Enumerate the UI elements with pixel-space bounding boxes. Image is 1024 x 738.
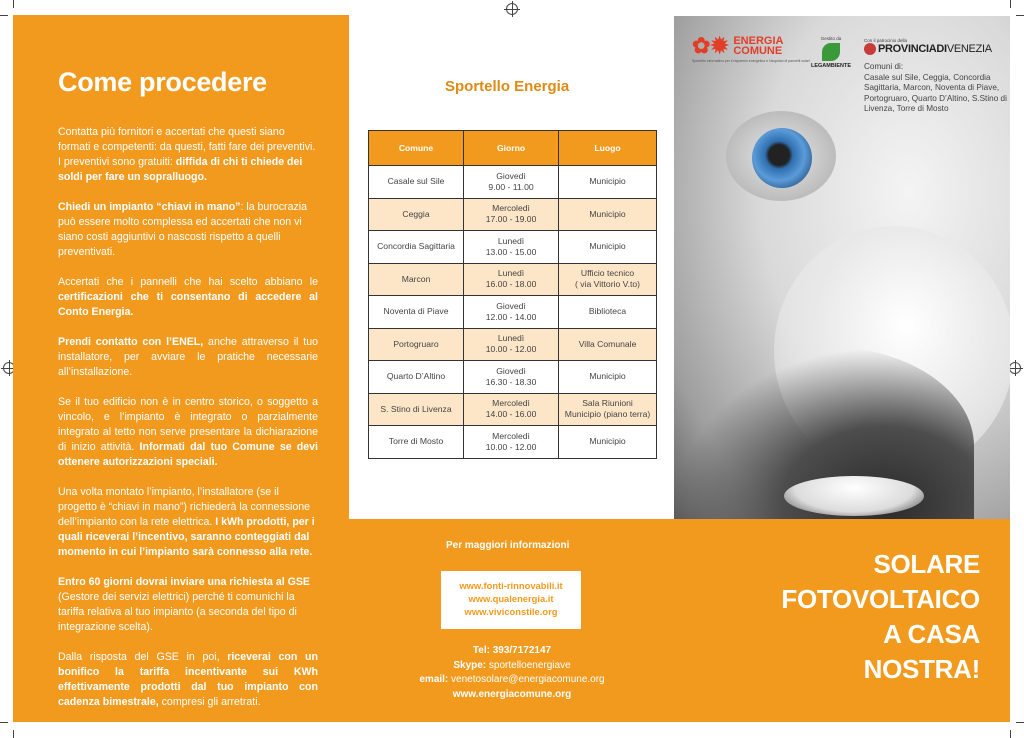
legambiente-logo: Gestito da LEGAMBIENTE <box>810 36 852 69</box>
table-header-row <box>369 131 657 166</box>
cell-comune: S. Stino di Livenza <box>369 393 464 426</box>
cell-luogo: Municipio <box>559 198 657 231</box>
paragraph-bonifico: Dalla risposta del GSE in poi, riceverai con un bonifico la tariffa incentivante sui KWh effettivamente prodotti dal tuo impianto con cadenza bimestrale, compresi gli arretrati. <box>58 651 318 708</box>
page-title: Come procedere <box>58 67 267 97</box>
crop-mark <box>13 0 14 8</box>
cell-luogo: Biblioteca <box>559 296 657 329</box>
cell-comune: Quarto D’Altino <box>369 361 464 394</box>
paragraph-enel: Prendi contatto con l’ENEL, anche attraverso il tuo installatore, per avviare le pratiche necessarie all’installazione. <box>58 336 318 378</box>
cell-giorno: Lunedì 10.00 - 12.00 <box>464 328 559 361</box>
crop-mark <box>1010 0 1011 8</box>
schedule-table <box>368 130 657 459</box>
table-row <box>369 361 657 394</box>
cell-luogo: Municipio <box>559 426 657 459</box>
paragraph-preventivi: Contatta più fornitori e accertati che questi siano formati e competenti: da questi, fatti fare dei preventivi. I preventivi sono gratuiti: diffida di chi ti chiede dei soldi per fare un sopralluogo. <box>58 126 316 183</box>
cell-comune: Torre di Mosto <box>369 426 464 459</box>
table-row <box>369 296 657 329</box>
left-panel <box>13 15 349 722</box>
table-row <box>369 198 657 231</box>
links-box <box>441 571 581 629</box>
cell-comune: Noventa di Piave <box>369 296 464 329</box>
website-link[interactable]: www.energiacomune.org <box>452 688 572 700</box>
cell-comune: Casale sul Sile <box>369 166 464 199</box>
crop-mark <box>1010 730 1011 738</box>
photo-iris <box>752 128 812 188</box>
paragraph-chiavi-in-mano: Chiedi un impianto “chiavi in mano”: la burocrazia può essere molto complessa ed accertati che non vi siano costi aggiuntivi o nascosti rispetto a quelli preventivati. <box>58 201 308 258</box>
cell-giorno: Giovedì 12.00 - 14.00 <box>464 296 559 329</box>
cell-luogo: Municipio <box>559 231 657 264</box>
link-viviconstile[interactable]: www.viviconstile.org <box>464 606 558 617</box>
table-row <box>369 231 657 264</box>
cell-comune: Marcon <box>369 263 464 296</box>
table-row <box>369 328 657 361</box>
cell-giorno: Lunedì 16.00 - 18.00 <box>464 263 559 296</box>
energia-comune-flower-icon: ✿✹ <box>692 33 729 58</box>
crop-mark <box>1016 722 1024 723</box>
telephone: Tel: 393/7172147 <box>472 645 552 656</box>
cell-luogo: Sala Riunioni Municipio (piano terra) <box>559 393 657 426</box>
crop-mark <box>1016 15 1024 16</box>
skype: Skype: sportelloenergiave <box>453 659 571 671</box>
crop-mark <box>0 722 8 723</box>
cell-comune: Concordia Sagittaria <box>369 231 464 264</box>
cell-giorno: Giovedì 16.30 - 18.30 <box>464 361 559 394</box>
cell-giorno: Lunedì 13.00 - 15.00 <box>464 231 559 264</box>
table-row <box>369 426 657 459</box>
paragraph-centro-storico: Se il tuo edificio non è in centro storico, o soggetto a vincolo, e l’impianto è integrato o parzialmente integrato al tetto non serve presentare la dichiarazione di inizio attività. Informati dal tuo Comune se devi ottenere autorizzazioni speciali. <box>58 396 318 468</box>
slogan: SOLARE FOTOVOLTAICO A CASA NOSTRA! <box>781 549 980 684</box>
link-fonti-rinnovabili[interactable]: www.fonti-rinnovabili.it <box>459 580 563 591</box>
provincia-venezia-logo: Con il patrocinio della PROVINCIADIVENEZIA <box>864 38 992 55</box>
registration-mark-right <box>1009 362 1021 374</box>
provincia-emblem-icon <box>864 43 876 55</box>
table-row <box>369 393 657 426</box>
left-panel-body <box>58 125 318 725</box>
cell-giorno: Mercoledì 14.00 - 16.00 <box>464 393 559 426</box>
cell-luogo: Municipio <box>559 166 657 199</box>
table-row <box>369 166 657 199</box>
column-header-comune: Comune <box>369 131 464 166</box>
email: email: venetosolare@energiacomune.org <box>419 674 605 685</box>
cell-comune: Ceggia <box>369 198 464 231</box>
schedule-table-body <box>369 166 657 459</box>
cell-giorno: Mercoledì 10.00 - 12.00 <box>464 426 559 459</box>
link-qualenergia[interactable]: www.qualenergia.it <box>468 593 554 604</box>
legambiente-leaf-icon <box>822 43 840 61</box>
paragraph-certificazioni: Accertati che i pannelli che hai scelto abbiano le certificazioni che ti consentano di accedere al Conto Energia. <box>58 276 318 318</box>
cell-giorno: Giovedì 9.00 - 11.00 <box>464 166 559 199</box>
cell-luogo: Villa Comunale <box>559 328 657 361</box>
cell-comune: Portogruaro <box>369 328 464 361</box>
cell-luogo: Ufficio tecnico ( via Vittorio V.to) <box>559 263 657 296</box>
registration-mark-top <box>506 3 518 15</box>
cell-luogo: Municipio <box>559 361 657 394</box>
table-row <box>369 263 657 296</box>
sportello-title: Sportello Energia <box>445 78 570 95</box>
column-header-giorno: Giorno <box>464 131 559 166</box>
crop-mark <box>0 15 8 16</box>
cell-giorno: Mercoledì 17.00 - 19.00 <box>464 198 559 231</box>
column-header-luogo: Luogo <box>559 131 657 166</box>
paragraph-connessione: Una volta montato l’impianto, l’installatore (se il progetto è “chiavi in mano”) richiederà la connessione dell’impianto con la rete elettrica. I kWh prodotti, per i quali riceverai l’incentivo, saranno conteggiati dal momento in cui l’impianto sarà connesso alla rete. <box>58 486 315 558</box>
paragraph-gse: Entro 60 giorni dovrai inviare una richiesta al GSE (Gestore dei servizi elettrici) perché ti comunichi la tariffa relativa al tuo impianto (a seconda del tipo di integrazione scelta). <box>58 576 310 633</box>
photo-teeth <box>784 476 924 516</box>
energia-comune-logo: ✿✹ ENERGIA COMUNE Sportello informativo per il risparmio energetico e l'acquisto di pannelli solari <box>692 33 810 63</box>
contact-info <box>400 644 624 702</box>
info-title: Per maggiori informazioni <box>446 540 570 551</box>
comuni-list: Comuni di: Casale sul Sile, Ceggia, Concordia Sagittaria, Marcon, Noventa di Piave, Portogruaro, Quarto D’Altino, S.Stino di Livenza, Torre di Mosto <box>864 62 1007 113</box>
crop-mark <box>13 730 14 738</box>
